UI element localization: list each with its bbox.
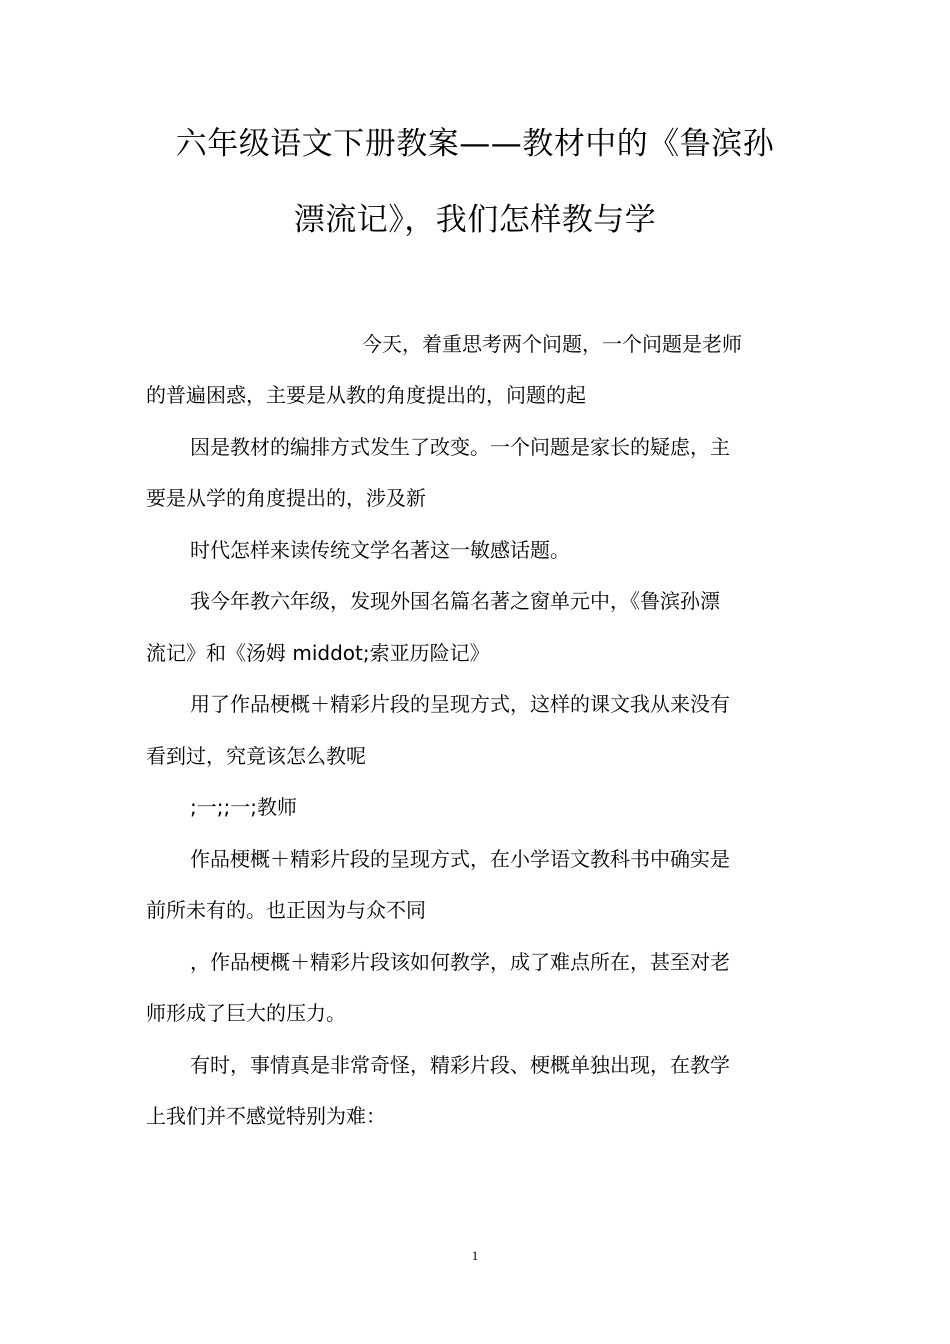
paragraph-line: 今天，着重思考两个问题，一个问题是老师 xyxy=(362,332,742,356)
paragraph-line: 用了作品梗概＋精彩片段的呈现方式，这样的课文我从来没有 xyxy=(190,692,730,716)
paragraph-line: 上我们并不感觉特别为难： xyxy=(146,1104,386,1128)
paragraph-line: 时代怎样来读传统文学名著这一敏感话题。 xyxy=(190,538,570,562)
paragraph-line: 要是从学的角度提出的，涉及新 xyxy=(146,486,426,510)
document-title-line-2: 漂流记》，我们怎样教与学 xyxy=(293,202,657,238)
paragraph-line: 的普遍困惑，主要是从教的角度提出的，问题的起 xyxy=(146,383,586,407)
page-number: 1 xyxy=(471,1248,479,1263)
paragraph-line: 我今年教六年级，发现外国名篇名著之窗单元中，《鲁滨孙漂 xyxy=(190,589,720,613)
paragraph-line: ，作品梗概＋精彩片段该如何教学，成了难点所在，甚至对老 xyxy=(190,950,730,974)
paragraph-line: 作品梗概＋精彩片段的呈现方式，在小学语文教科书中确实是 xyxy=(190,847,730,871)
document-title-line-1: 六年级语文下册教案——教材中的《鲁滨孙 xyxy=(175,126,775,162)
paragraph-line: 因是教材的编排方式发生了改变。一个问题是家长的疑虑，主 xyxy=(190,435,730,459)
paragraph-line: ;一;;一;教师 xyxy=(190,795,297,819)
paragraph-line: 有时，事情真是非常奇怪，精彩片段、梗概单独出现，在教学 xyxy=(190,1053,730,1077)
paragraph-line: 看到过，究竟该怎么教呢 xyxy=(146,744,366,768)
paragraph-line: 流记》和《汤姆 middot;索亚历险记》 xyxy=(146,641,490,665)
paragraph-line: 前所未有的。也正因为与众不同 xyxy=(146,898,426,922)
paragraph-line: 师形成了巨大的压力。 xyxy=(146,1001,346,1025)
